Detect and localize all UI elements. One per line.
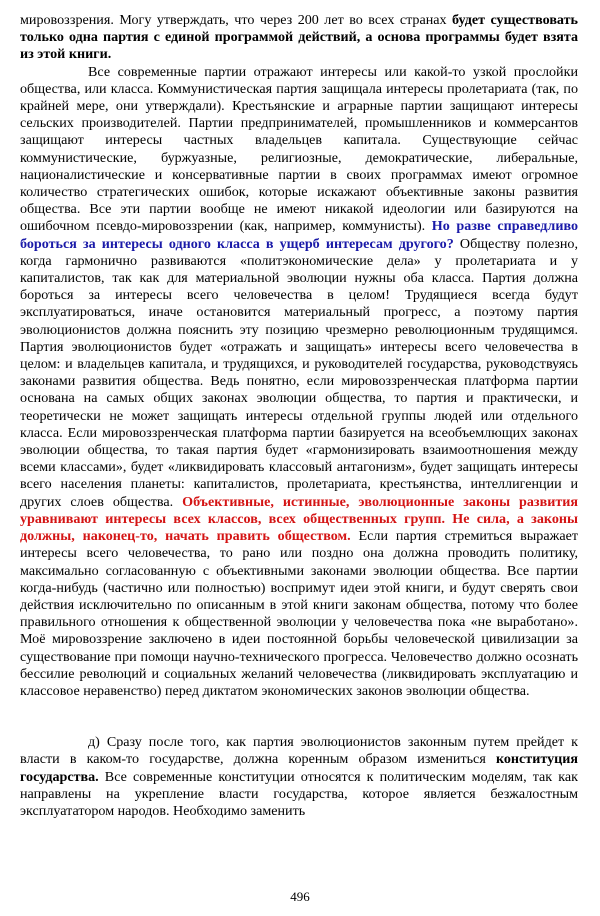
paragraph-3-bold-term: конституция государства. bbox=[20, 751, 578, 785]
paragraph-2-blue-question: Но разве справедливо бороться за интересы одного класса в ущерб интересам другого? bbox=[20, 218, 579, 252]
document-page bbox=[20, 12, 578, 820]
paragraph-2-text-a: Все современные партии отражают интересы или какой-то узкой прослойки общества, или класса. Коммунистическая партия защищала интересы пролетариата (так, по крайней мере, они утверждали). Крестьянские и аграрные партии защищают интересы сельских производителей. Партии предпринимателей, промышленников и коммерсантов защищают интересы частных владельцев капитала. Существующие сейчас коммунистические, буржуазные, религиозные, демократические, либеральные, националистические и консервативные партии в своих программах имеют огромное количество стратегических ошибок, которые искажают объективные законы развития общества. Все эти партии вообще не имеют никакой идеологии или базируются на ошибочном псевдо-мировоззрении (как, например, коммунисты). bbox=[20, 63, 578, 235]
paragraph-2 bbox=[20, 64, 578, 701]
paragraph-1 bbox=[20, 12, 578, 64]
page-number: 496 bbox=[290, 889, 310, 904]
paragraph-1-bold-claim: будет существовать только одна партия с единой программой действий, а основа программы будет взята из этой книги. bbox=[20, 12, 578, 63]
paragraph-3-text-b: Все современные конституции относятся к политическим моделям, так как направлены на укрепление власти государства, которое является безжалостным эксплуататором народов. Необходимо заменить bbox=[20, 768, 578, 819]
paragraph-2-text-b: Обществу полезно, когда гармонично развиваются «политэкономические дела» у пролетариата и у капиталистов, так как для материальной эволюции нужны оба класса. Партия должна бороться за интересы всего человечества в целом! Трудящиеся всегда будут эксплуатироваться, иначе остановится материальный прогресс, а поэтому партия эволюционистов должна пояснить эту позицию чрезмерно революционным трудящимся. Партия эволюционистов будет «отражать и защищать» интересы всего человечества в целом: и владельцев капитала, и трудящихся, и руководителей государства, руководствуясь законами развития общества. Ведь понятно, если мировоззренческая платформа партии основана на самых общих законах эволюции общества, то партия и практически, и теоретически не может защищать интересы отдельной группы людей или отдельного класса. Если мировоззренческая платформа партии базируется на всеобъемлющих законах эволюции общества, то такая партия будет «гармонизировать взаимоотношения между всеми классами», будет «ликвидировать классовый антагонизм», будет защищать интересы всего населения планеты: капиталистов, пролетариата, крестьянства, интеллигенции и других слоев общества. bbox=[20, 235, 578, 510]
paragraph-2-text-c: Если партия стремиться выражает интересы всего человечества, то рано или поздно она должна проводить политику, максимально согласованную с объективными законами эволюции общества. Все партии когда-нибудь (частично или полностью) воспримут идеи этой книги, и будут сверять свои действия исключительно по описанным в этой книги законам общества, потому что более правильного отношения к общественной эволюции у человечества пока «не выработано». Моё мировоззрение заключено в идеи постоянной борьбы человеческой цивилизации за существование при помощи научно-технического прогресса. Человечество должно осознать бессилие революций и социальных желаний человечества (ликвидировать эксплуатацию и классовое неравенство) перед диктатом экономических законов эволюции общества. bbox=[20, 528, 578, 699]
paragraph-gap bbox=[20, 700, 578, 734]
paragraph-2-red-highlight: Объективные, истинные, эволюционные законы развития уравнивают интересы всех классов, всех общественных групп. Не сила, а законы должны, наконец-то, начать править обществом. bbox=[20, 493, 578, 545]
paragraph-3-text-a: д) Сразу после того, как партия эволюционистов законным путем прейдет к власти в каком-то государстве, должна коренным образом измениться bbox=[20, 734, 578, 768]
paragraph-3 bbox=[20, 734, 578, 820]
paragraph-1-text: мировоззрения. Могу утверждать, что через 200 лет во всех странах bbox=[20, 12, 453, 28]
